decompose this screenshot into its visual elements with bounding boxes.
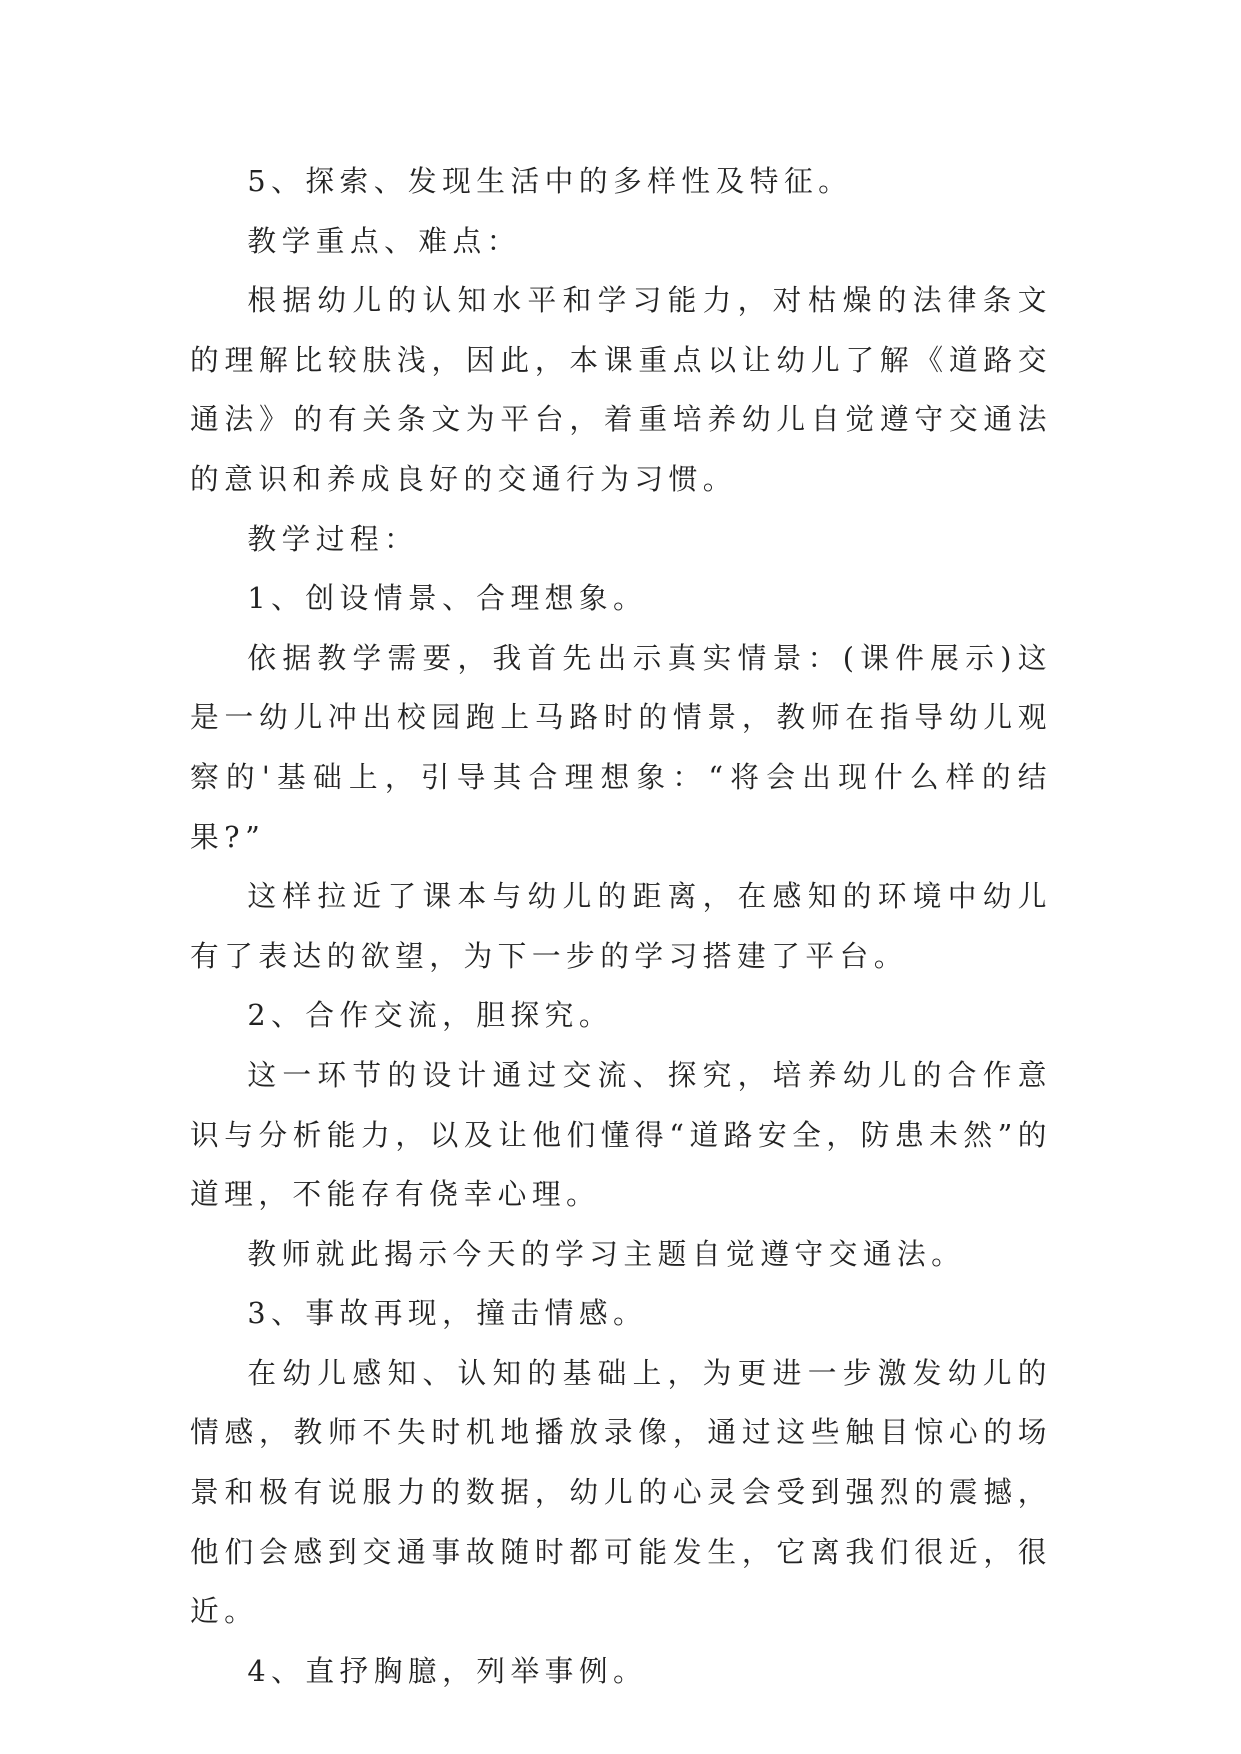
step-3-paragraph: 在幼儿感知、认知的基础上，为更进一步激发幼儿的情感，教师不失时机地播放录像，通过这些触目惊心的场景和极有说服力的数据，幼儿的心灵会受到强烈的震撼，他们会感到交通事故随时都可能发生，它离我们很近，很近。: [190, 1355, 1052, 1629]
step-2-paragraph-2: 教师就此揭示今天的学习主题自觉遵守交通法。: [247, 1236, 966, 1271]
step-2-heading: 2、合作交流，胆探究。: [247, 998, 614, 1033]
step-2-paragraph: 这一环节的设计通过交流、探究，培养幼儿的合作意识与分析能力，以及让他们懂得“道路安全，防患未然”的道理，不能存有侥幸心理。: [190, 1057, 1052, 1212]
paragraph-key-points: 根据幼儿的认知水平和学习能力，对枯燥的法律条文的理解比较肤浅，因此，本课重点以让幼儿了解《道路交通法》的有关条文为平台，着重培养幼儿自觉遵守交通法的意识和养成良好的交通行为习惯。: [190, 283, 1052, 496]
heading-key-points: 教学重点、难点：: [247, 223, 521, 258]
step-4-heading: 4、直抒胸臆，列举事例。: [247, 1653, 648, 1688]
step-3-heading: 3、事故再现，撞击情感。: [247, 1296, 648, 1331]
paragraph-goal-5: 5、探索、发现生活中的多样性及特征。: [247, 164, 853, 198]
document-body: [190, 152, 1052, 1701]
step-1-heading: 1、创设情景、合理想象。: [247, 581, 648, 616]
heading-teaching-process: 教学过程：: [247, 521, 419, 556]
step-1-paragraph: 依据教学需要，我首先出示真实情景：(课件展示)这是一幼儿冲出校园跑上马路时的情景，教师在指导幼儿观察的'基础上，引导其合理想象：“将会出现什么样的结果?”: [190, 640, 1052, 854]
step-1-paragraph-2: 这样拉近了课本与幼儿的距离，在感知的环境中幼儿有了表达的欲望，为下一步的学习搭建了平台。: [190, 879, 1052, 973]
